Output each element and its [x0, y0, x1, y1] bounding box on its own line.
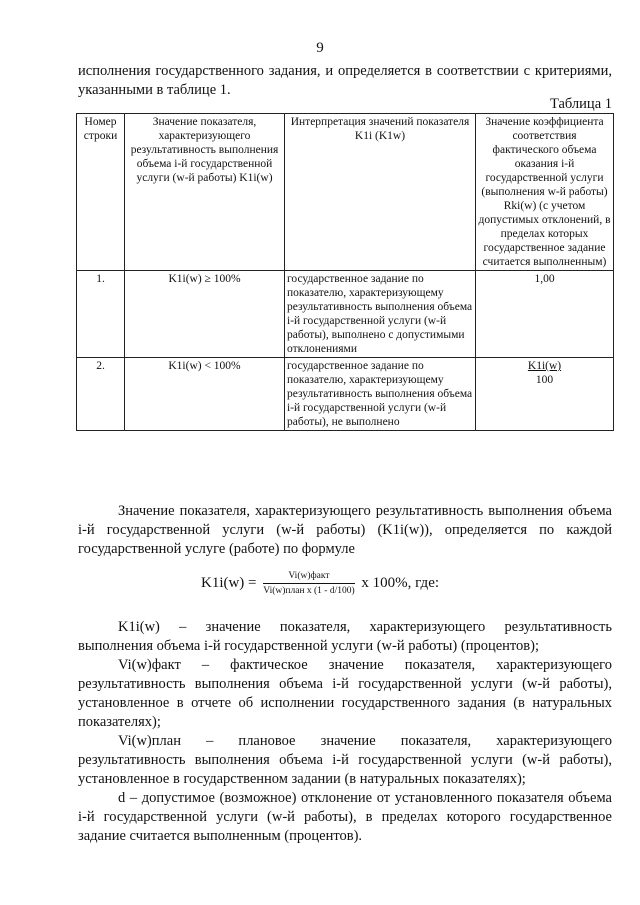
table-row [77, 271, 614, 358]
row-coefficient [476, 358, 614, 431]
formula-lhs: K1i(w) = [200, 575, 257, 591]
formula-numerator: Vi(w)факт [263, 570, 354, 584]
formula-fraction [263, 570, 354, 597]
formula-denominator: Vi(w)план х (1 - d/100) [263, 586, 355, 596]
row-coefficient: 1,00 [476, 271, 614, 358]
criteria-table [76, 113, 614, 431]
row-value: K1i(w) ≥ 100% [125, 271, 285, 358]
row-interpretation: государственное задание по показателю, характеризующему результативность выполнения объема i-й государственной услуги (w-й работы), выполнено с допустимыми отклонениями [285, 271, 476, 358]
fraction-numerator: K1i(w) [527, 360, 562, 372]
row-interpretation: государственное задание по показателю, характеризующему результативность выполнения объема i-й государственной услуги (w-й работы), не выполнено [285, 358, 476, 431]
header-row-number: Номер строки [77, 114, 125, 271]
table-row [77, 358, 614, 431]
fraction-denominator: 100 [535, 374, 554, 386]
header-indicator-value: Значение показателя, характеризующего результативность выполнения объема i-й государственной услуги (w-й работы) K1i(w) [125, 114, 285, 271]
row-number: 1. [77, 271, 125, 358]
header-coefficient: Значение коэффициента соответствия фактического объема оказания i-й государственной услуги (выполнения w-й работы) Rki(w) (с учетом допустимых отклонений, в пределах которых государственное задание считается выполненным) [476, 114, 614, 271]
row-value: K1i(w) < 100% [125, 358, 285, 431]
formula [0, 570, 640, 597]
definition-d: d – допустимое (возможное) отклонение от установленного показателя объема i-й государственной услуги (w-й работы), в пределах которого государственное задание считается выполненным (процентов). [78, 790, 612, 844]
intro-paragraph: исполнения государственного задания, и определяется в соответствии с критериями, указанными в таблице 1. [78, 63, 612, 98]
table-header-row [77, 114, 614, 271]
coefficient-fraction [528, 359, 561, 387]
body-paragraph: Значение показателя, характеризующего результативность выполнения объема i-й государственной услуги (w-й работы) (K1i(w)), определяется по каждой государственной услуге (работе) по формуле [78, 503, 612, 557]
page-number: 9 [316, 40, 324, 56]
definition-k1: K1i(w) – значение показателя, характеризующего результативность выполнения объема i-й государственной услуги (w-й работы) (процентов); [78, 619, 612, 654]
table-caption: Таблица 1 [549, 96, 612, 112]
definition-vplan: Vi(w)план – плановое значение показателя, характеризующего результативность выполнения объема i-й государственной услуги (w-й работы), установленное в государственном задании (в натуральных показателях); [78, 733, 612, 787]
row-number: 2. [77, 358, 125, 431]
formula-rhs: х 100%, где: [361, 575, 440, 591]
definition-vfact: Vi(w)факт – фактическое значение показателя, характеризующего результативность выполнения объема i-й государственной услуги (w-й работы), установленное в отчете об исполнении государственного задания (в натуральных показателях); [78, 657, 612, 730]
header-interpretation: Интерпретация значений показателя K1i (K1w) [285, 114, 476, 271]
